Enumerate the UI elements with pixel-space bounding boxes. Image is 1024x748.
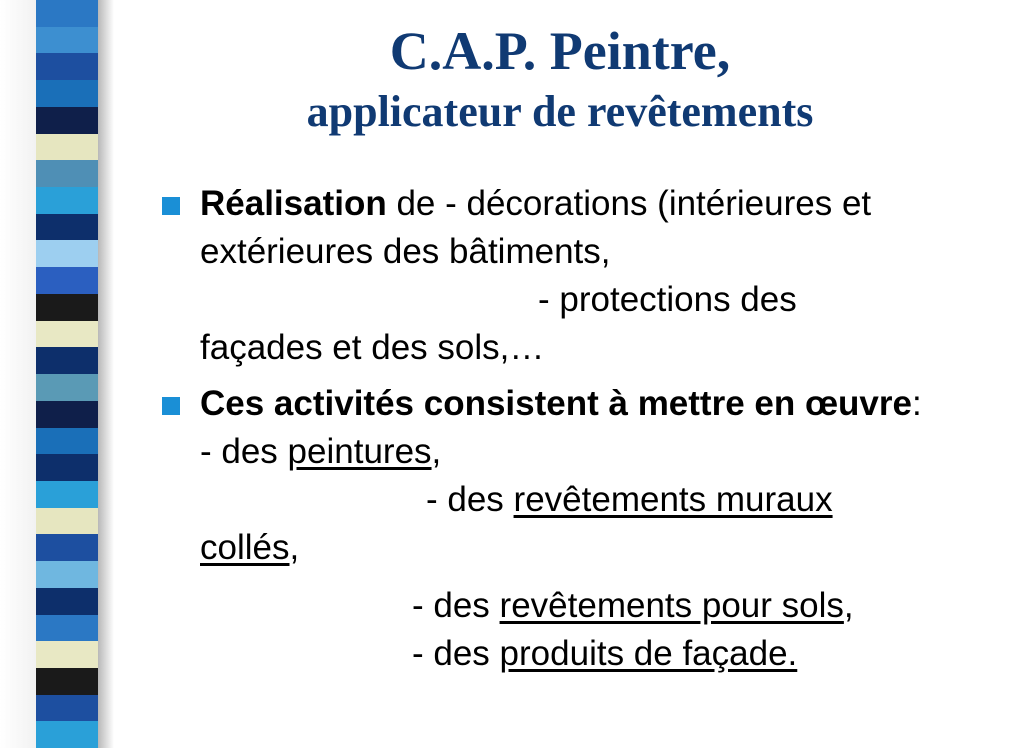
stripe-segment bbox=[36, 668, 98, 695]
stripe-segment bbox=[36, 534, 98, 561]
stripe-segment bbox=[36, 508, 98, 535]
bullet-text: - protections des bbox=[538, 280, 797, 319]
stripe-segment bbox=[36, 321, 98, 348]
stripe-segment bbox=[36, 695, 98, 722]
list-dash: - des bbox=[412, 634, 500, 673]
stripe-segment bbox=[36, 347, 98, 374]
bullet-realisation bbox=[160, 180, 1010, 372]
punctuation: , bbox=[843, 586, 854, 625]
list-dash: - des bbox=[200, 432, 288, 471]
stripe-segment bbox=[36, 401, 98, 428]
stripe-segment bbox=[36, 0, 98, 27]
underlined-term: collés bbox=[200, 528, 290, 567]
underlined-term: revêtements muraux bbox=[513, 480, 833, 519]
stripe-segment bbox=[36, 134, 98, 161]
stripe-segment bbox=[36, 428, 98, 455]
stripe-segment bbox=[36, 615, 98, 642]
slide-body bbox=[160, 180, 1010, 678]
square-bullet-icon bbox=[162, 397, 180, 415]
punctuation: , bbox=[431, 432, 442, 471]
stripe-segment bbox=[36, 721, 98, 748]
stripe-segment bbox=[36, 641, 98, 668]
slide-title bbox=[130, 18, 990, 140]
title-line-2: applicateur de revêtements bbox=[306, 87, 814, 136]
stripe-segment bbox=[36, 294, 98, 321]
underlined-term: peintures bbox=[287, 432, 432, 471]
stripe-segment bbox=[36, 187, 98, 214]
title-line-1: C.A.P. Peintre, bbox=[389, 21, 731, 81]
bullet-text: façades et des sols,… bbox=[200, 328, 545, 367]
stripe-segment bbox=[36, 214, 98, 241]
stripe-segment bbox=[36, 107, 98, 134]
left-fade bbox=[0, 0, 36, 748]
stripe-segment bbox=[36, 240, 98, 267]
stripe-segment bbox=[36, 588, 98, 615]
stripe-segment bbox=[36, 374, 98, 401]
stripe-segment bbox=[36, 561, 98, 588]
stripe-segment bbox=[36, 267, 98, 294]
stripe-segment bbox=[36, 80, 98, 107]
list-dash: - des bbox=[412, 586, 500, 625]
stripe-segment bbox=[36, 27, 98, 54]
stripe-segment bbox=[36, 160, 98, 187]
decorative-stripe-bar bbox=[36, 0, 98, 748]
punctuation: , bbox=[289, 528, 300, 567]
bullet-activites bbox=[160, 380, 1010, 678]
list-dash: - des bbox=[426, 480, 514, 519]
stripe-bar-shadow bbox=[98, 0, 114, 748]
stripe-segment bbox=[36, 481, 98, 508]
bullet-bold-label: Ces activités consistent à mettre en œuvre bbox=[200, 384, 912, 423]
stripe-segment bbox=[36, 53, 98, 80]
square-bullet-icon bbox=[162, 197, 180, 215]
bullet-bold-label: Réalisation bbox=[200, 184, 387, 223]
underlined-term: produits de façade. bbox=[499, 634, 798, 673]
colon: : bbox=[911, 384, 922, 423]
stripe-segment bbox=[36, 454, 98, 481]
underlined-term: revêtements pour sols bbox=[499, 586, 844, 625]
bullet-text: de - décorations (intérieures et extérieures des bâtiments, bbox=[200, 184, 872, 271]
